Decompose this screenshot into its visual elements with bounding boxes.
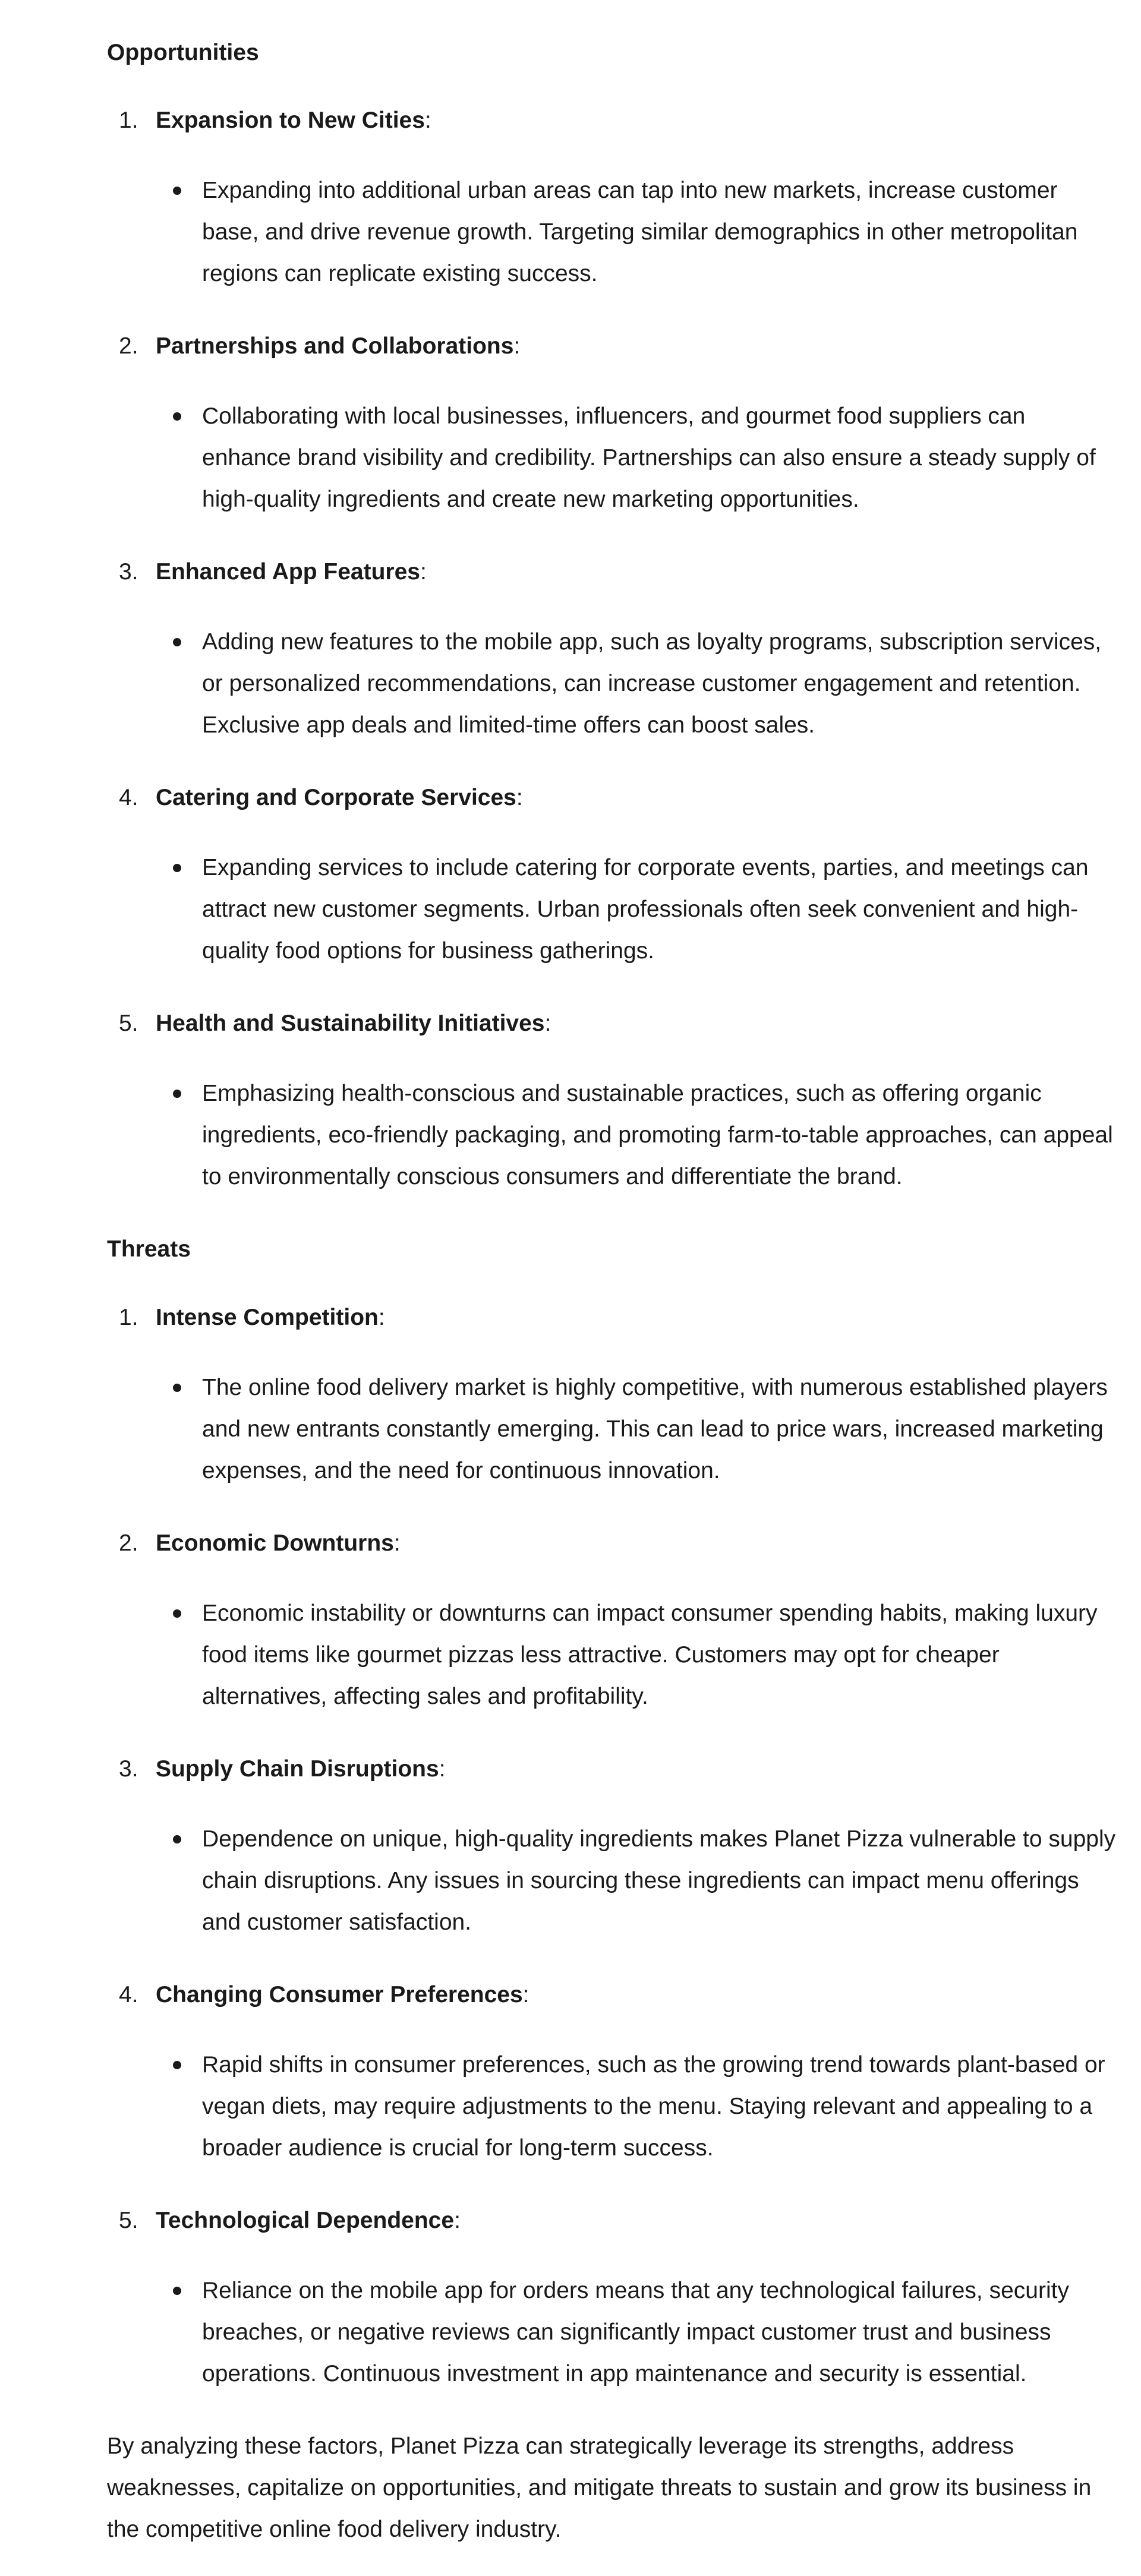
opportunity-title: Partnerships and Collaborations — [156, 333, 514, 359]
bullet-text: Emphasizing health-conscious and sustainable practices, such as offering organic ingredients, eco-friendly packaging, and promoting farm-to-table approaches, can appeal to environmentally conscious consumers and differentiate the brand. — [202, 1081, 1113, 1189]
list-item — [107, 1819, 1117, 1943]
threat-item-2 — [107, 1523, 1117, 1709]
title-colon: : — [378, 1305, 385, 1330]
bullet-text: Collaborating with local businesses, influencers, and gourmet food suppliers can enhance brand visibility and credibility. Partnerships can also ensure a steady supply of high-quality ingredients and create new marketing opportunities. — [202, 403, 1096, 512]
bullet-icon — [173, 1609, 181, 1618]
opportunity-item-2 — [107, 326, 1117, 512]
opportunity-title: Catering and Corporate Services — [156, 785, 516, 810]
opportunity-title: Enhanced App Features — [156, 559, 420, 585]
conclusion-paragraph: By analyzing these factors, Planet Pizza can strategically leverage its strengths, address weaknesses, capitalize on opportunities, and mitigate threats to sustain and grow its business in the competitive online food delivery industry. — [107, 2433, 1092, 2542]
title-colon: : — [544, 1011, 551, 1036]
list-item — [107, 621, 1117, 746]
bullet-text: The online food delivery market is highly competitive, with numerous established players and new entrants constantly emerging. This can lead to price wars, increased marketing expenses, and the need for continuous innovation. — [202, 1375, 1108, 1483]
threat-bullets — [107, 2044, 1117, 2169]
threat-title: Economic Downturns — [156, 1530, 394, 1556]
threat-bullets — [107, 2270, 1117, 2395]
list-item — [107, 847, 1117, 972]
bullet-text: Adding new features to the mobile app, such as loyalty programs, subscription services, or personalized recommendations, can increase customer engagement and retention. Exclusive app deals and limited-time offers can boost sales. — [202, 629, 1102, 738]
threat-bullets — [107, 1593, 1117, 1718]
bullet-icon — [173, 1384, 181, 1392]
title-colon: : — [393, 1530, 401, 1556]
list-item — [107, 396, 1117, 520]
bullet-text: Expanding into additional urban areas can tap into new markets, increase customer base, and drive revenue growth. Targeting similar demographics in other metropolitan regions can replicate existing success. — [202, 178, 1078, 286]
bullet-text: Rapid shifts in consumer preferences, such as the growing trend towards plant-based or vegan diets, may require adjustments to the menu. Staying relevant and appealing to a broader audience is crucial for long-term success. — [202, 2052, 1105, 2161]
opportunity-number: 5. — [119, 1011, 138, 1036]
bullet-icon — [173, 2061, 181, 2069]
threat-item-4 — [107, 1974, 1117, 2161]
bullet-text: Economic instability or downturns can impact consumer spending habits, making luxury food items like gourmet pizzas less attractive. Customers may opt for cheaper alternatives, affecting sales and profitability. — [202, 1600, 1098, 1709]
bullet-icon — [173, 187, 181, 195]
threat-number: 5. — [119, 2208, 138, 2233]
opportunity-bullets — [107, 621, 1117, 746]
list-item — [107, 1073, 1117, 1198]
title-colon: : — [513, 333, 521, 359]
threat-title: Technological Dependence — [156, 2208, 455, 2233]
threat-title: Supply Chain Disruptions — [156, 1756, 439, 1782]
bullet-icon — [173, 864, 181, 872]
opportunity-title: Health and Sustainability Initiatives — [156, 1011, 545, 1036]
opportunity-number: 3. — [119, 559, 138, 585]
title-colon: : — [439, 1756, 446, 1782]
opportunity-bullets — [107, 396, 1117, 520]
title-colon: : — [424, 108, 431, 133]
threat-bullets — [107, 1367, 1117, 1492]
bullet-text: Reliance on the mobile app for orders means that any technological failures, security breaches, or negative reviews can significantly impact customer trust and business operations. Continuous investment in app maintenance and security is essential. — [202, 2278, 1069, 2386]
bullet-icon — [173, 1090, 181, 1098]
list-item — [107, 2044, 1117, 2169]
opportunity-item-5 — [107, 1003, 1117, 1189]
opportunity-number: 1. — [119, 108, 138, 133]
list-item — [107, 2270, 1117, 2395]
title-colon: : — [516, 785, 523, 810]
opportunity-title: Expansion to New Cities — [156, 108, 425, 133]
list-item — [107, 170, 1117, 295]
bullet-icon — [173, 412, 181, 421]
threat-title: Changing Consumer Preferences — [156, 1982, 523, 2007]
threat-number: 3. — [119, 1756, 138, 1782]
opportunity-item-1 — [107, 100, 1117, 286]
title-colon: : — [522, 1982, 529, 2007]
opportunity-bullets — [107, 847, 1117, 972]
title-colon: : — [454, 2208, 461, 2233]
threat-number: 1. — [119, 1305, 138, 1330]
opportunity-bullets — [107, 1073, 1117, 1198]
threat-item-5 — [107, 2200, 1117, 2386]
list-item — [107, 1593, 1117, 1718]
bullet-text: Dependence on unique, high-quality ingredients makes Planet Pizza vulnerable to supply chain disruptions. Any issues in sourcing these ingredients can impact menu offerings and customer satisfaction. — [202, 1826, 1116, 1935]
threats-heading: Threats — [107, 1236, 191, 1262]
opportunities-heading: Opportunities — [107, 40, 259, 65]
opportunity-number: 2. — [119, 333, 138, 359]
threat-bullets — [107, 1819, 1117, 1943]
opportunity-bullets — [107, 170, 1117, 295]
threat-item-1 — [107, 1297, 1117, 1483]
threat-number: 2. — [119, 1530, 138, 1556]
bullet-text: Expanding services to include catering for corporate events, parties, and meetings can attract new customer segments. Urban professionals often seek convenient and high-quality food options for business gatherings. — [202, 855, 1089, 964]
threat-item-3 — [107, 1748, 1117, 1935]
bullet-icon — [173, 2287, 181, 2295]
list-item — [107, 1367, 1117, 1492]
opportunity-item-3 — [107, 551, 1117, 738]
title-colon: : — [420, 559, 427, 585]
threat-title: Intense Competition — [156, 1305, 379, 1330]
bullet-icon — [173, 1835, 181, 1843]
opportunity-number: 4. — [119, 785, 138, 810]
threat-number: 4. — [119, 1982, 138, 2007]
bullet-icon — [173, 638, 181, 646]
opportunity-item-4 — [107, 777, 1117, 964]
